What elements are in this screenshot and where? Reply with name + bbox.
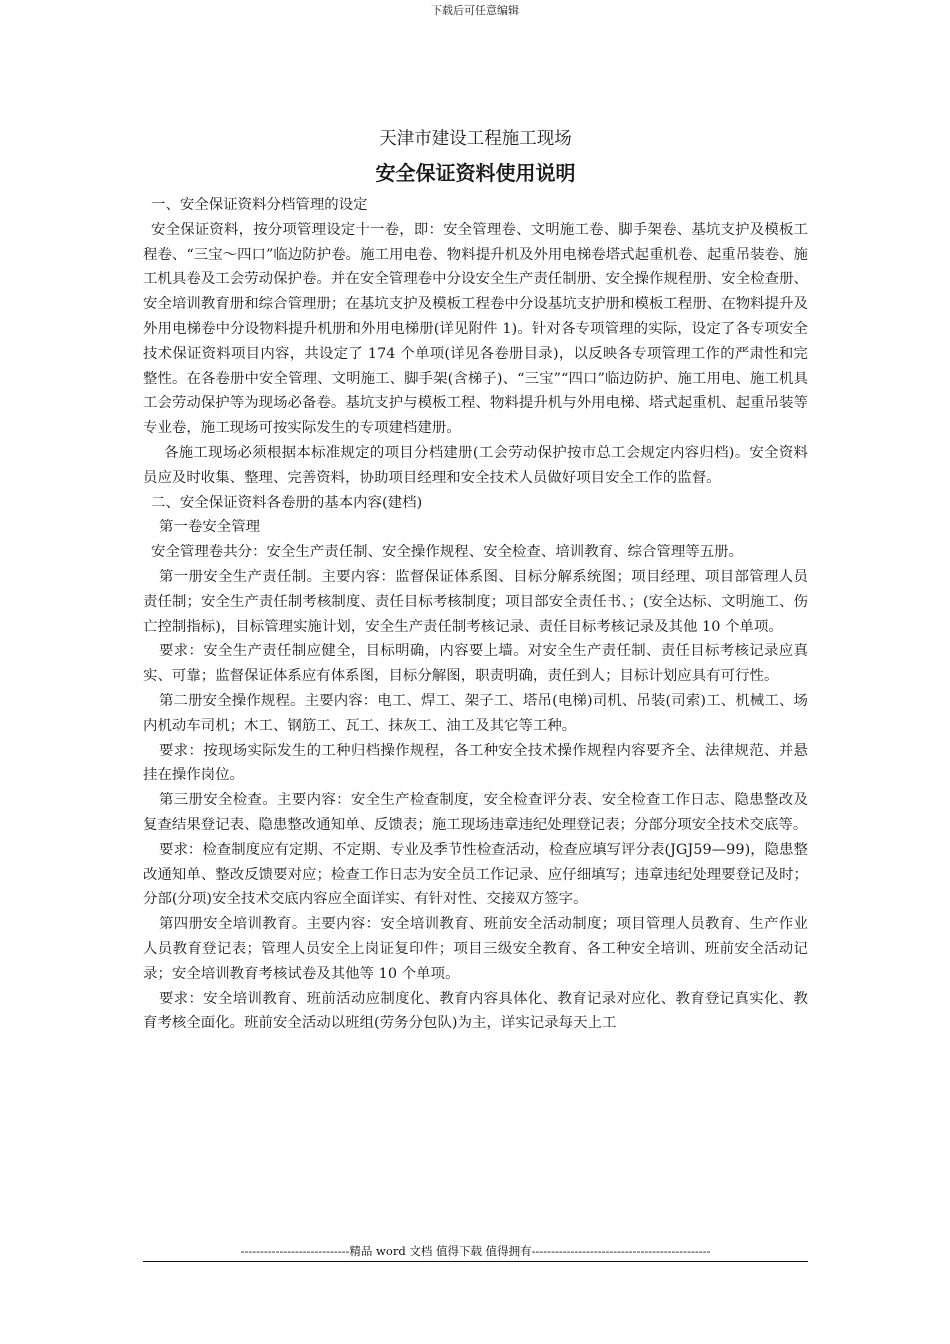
volume-heading: 第一卷安全管理 [159,519,261,536]
body-paragraph: 第二册安全操作规程。主要内容：电工、焊工、架子工、塔吊(电梯)司机、吊装(司索)工、机械工、场内机动车司机；木工、钢筋工、瓦工、抹灰工、油工及其它等工种。 [143,692,808,734]
requirement-paragraph: 要求：检查制度应有定期、不定期、专业及季节性检查活动，检查应填写评分表(JGJ59—99)，隐患整改通知单、整改反馈要对应；检查工作日志为安全员工作记录、应仔细填写；违章违纪处理要登记及时；分部(分项)安全技术交底内容应全面详实、有针对性、交接双方签字。 [143,841,808,908]
requirement-paragraph: 要求：安全培训教育、班前活动应制度化、教育内容具体化、教育记录对应化、教育登记真实化、教育考核全面化。班前安全活动以班组(劳务分包队)为主，详实记录每天上工 [143,990,808,1032]
body-paragraph: 各施工现场必须根据本标准规定的项目分档建册(工会劳动保护按市总工会规定内容归档)。安全资料员应及时收集、整理、完善资料，协助项目经理和安全技术人员做好项目安全工作的监督。 [143,444,808,486]
body-paragraph: 安全管理卷共分：安全生产责任制、安全操作规程、安全检查、培训教育、综合管理等五册。 [151,544,744,561]
document-title-line1: 天津市建设工程施工现场 [379,129,572,149]
page-footer [143,1243,808,1262]
requirement-paragraph: 要求：按现场实际发生的工种归档操作规程，各工种安全技术操作规程内容要齐全、法律规范、并悬挂在操作岗位。 [143,742,808,784]
body-paragraph: 第三册安全检查。主要内容：安全生产检查制度，安全检查评分表、安全检查工作日志、隐患整改及复查结果登记表、隐患整改通知单、反馈表；施工现场违章违纪处理登记表；分部分项安全技术交底等。 [143,792,808,833]
body-paragraph: 安全保证资料，按分项管理设定十一卷，即：安全管理卷、文明施工卷、脚手架卷、基坑支护及模板工程卷、“三宝～四口”临边防护卷。施工用电卷、物料提升机及外用电梯卷塔式起重机卷、起重吊装卷、施工机具卷及工会劳动保护卷。并在安全管理卷中分设安全生产责任制册、安全操作规程册、安全检查册、安全培训教育册和综合管理册；在基坑支护及模板工程卷中分设基坑支护册和模板工程册、在物料提升及外用电梯卷中分设物料提升机册和外用电梯册(详见附件 1)。针对各专项管理的实际，设定了各专项安全技术保证资料项目内容，共设定了 174 个单项(详见各卷册目录)，以反映各专项管理工作的严肃性和完整性。在各卷册中安全管理、文明施工、脚手架(含梯子)、“三宝”“四口”临边防护、施工用电、施工机具工会劳动保护等为现场必备卷。基坑支护与模板工程、物料提升机与外用电梯、塔式起重机、起重吊装等专业卷，施工现场可按实际发生的专项建档建册。 [143,221,808,437]
section-heading-2: 二、安全保证资料各卷册的基本内容(建档) [151,494,423,511]
document-page [143,127,808,1036]
body-paragraph: 第四册安全培训教育。主要内容：安全培训教育、班前安全活动制度；项目管理人员教育、生产作业人员教育登记表；管理人员安全上岗证复印件；项目三级安全教育、各工种安全培训、班前安全活动记录；安全培训教育考核试卷及其他等 10 个单项。 [143,916,808,982]
document-body [143,193,808,1036]
body-paragraph: 第一册安全生产责任制。主要内容：监督保证体系图、目标分解系统图；项目经理、项目部管理人员责任制；安全生产责任制考核制度、责任目标考核制度；项目部安全责任书、；(安全达标、文明施工、伤亡控制指标)，目标管理实施计划，安全生产责任制考核记录、责任目标考核记录及其他 10 个单项。 [143,568,808,635]
header-note: 下载后可任意编辑 [431,4,519,17]
requirement-paragraph: 要求：安全生产责任制应健全，目标明确，内容要上墙。对安全生产责任制、责任目标考核记录应真实、可靠；监督保证体系应有体系图，目标分解图，职责明确，责任到人；目标计划应具有可行性。 [143,643,808,685]
footer-text: ----------------------------精品 word 文档 值得下载 值得拥有---------------------------------------------- [240,1244,711,1258]
section-heading-1: 一、安全保证资料分档管理的设定 [151,197,368,213]
footer-rule [143,1261,808,1262]
document-title-line2: 安全保证资料使用说明 [375,161,576,185]
